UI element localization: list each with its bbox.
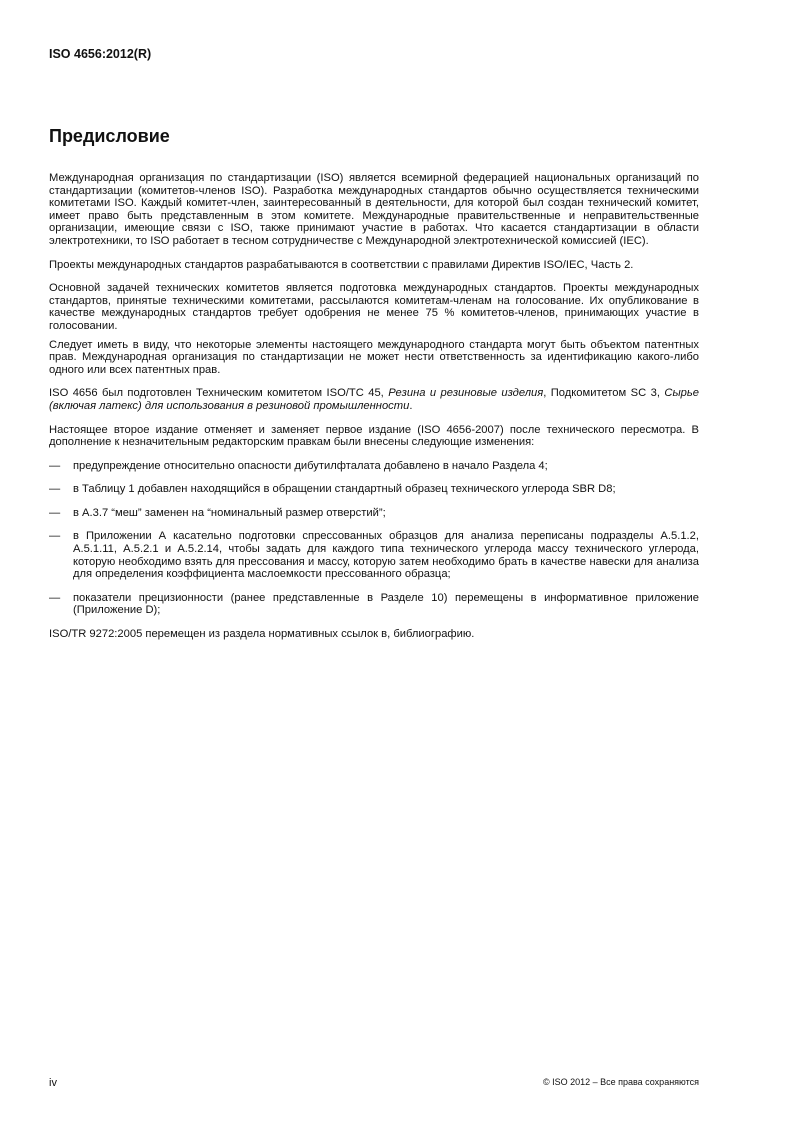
dash-bullet: — bbox=[49, 483, 61, 496]
foreword-body bbox=[49, 172, 699, 652]
prepared-by-text-3: . bbox=[409, 399, 413, 412]
list-item bbox=[49, 460, 699, 473]
paragraph-patents: Следует иметь в виду, что некоторые элементы настоящего международного стандарта могут быть объектом патентных прав. Международная организация по стандартизации не может нести ответственность за идентификацию какого-либо одного или всех патентных прав. bbox=[49, 338, 699, 376]
paragraph-directives: Проекты международных стандартов разрабатываются в соответствии с правилами Директив ISO/IEC, Часть 2. bbox=[49, 258, 634, 271]
list-item bbox=[49, 483, 699, 496]
dash-bullet: — bbox=[49, 591, 61, 604]
list-item-text: показатели прецизионности (ранее представленные в Разделе 10) перемещены в информативное приложение (Приложение D); bbox=[73, 591, 699, 617]
list-item-text: в А.3.7 “меш” заменен на “номинальный размер отверстий”; bbox=[73, 506, 386, 519]
paragraph-edition: Настоящее второе издание отменяет и заменяет первое издание (ISO 4656-2007) после технического пересмотра. В дополнение к незначительным редакторским правкам были внесены следующие изменения: bbox=[49, 423, 699, 449]
paragraph-iso-intro: Международная организация по стандартизации (ISO) является всемирной федерацией национальных организаций по стандартизации (комитетов-членов ISO). Разработка международных стандартов обычно осуществляется техническими комитетами ISO. Каждый комитет-член, заинтересованный в деятельности, для которой был создан технический комитет, имеет право быть представленным в этом комитете. Международные правительственные и неправительственные организации, имеющие связи с ISO, также принимают участие в работах. Что касается стандартизации в области электротехники, то ISO работает в тесном сотрудничестве с Международной электротехнической комиссией (IEC). bbox=[49, 172, 699, 247]
page-number: iv bbox=[49, 1077, 57, 1089]
paragraph-prepared-by bbox=[49, 387, 699, 412]
document-id: ISO 4656:2012(R) bbox=[49, 47, 152, 61]
list-item bbox=[49, 592, 699, 617]
dash-bullet: — bbox=[49, 459, 61, 472]
page-title: Предисловие bbox=[49, 126, 170, 146]
dash-bullet: — bbox=[49, 506, 61, 519]
list-item bbox=[49, 507, 699, 520]
prepared-by-text-2: , Подкомитетом SC 3, bbox=[543, 387, 665, 400]
prepared-by-text-1: ISO 4656 был подготовлен Техническим комитетом ISO/TC 45, bbox=[49, 387, 389, 400]
list-item-text: в Таблицу 1 добавлен находящийся в обращении стандартный образец технического углерода SBR D8; bbox=[73, 483, 616, 496]
paragraph-committees: Основной задачей технических комитетов является подготовка международных стандартов. Проекты международных стандартов, принятые техническими комитетами, рассылаются комитетам-членам на голосование. Их опубликование в качестве международных стандартов требует одобрения не менее 75 % комитетов-членов, принимающих участие в голосовании. bbox=[49, 282, 699, 332]
dash-bullet: — bbox=[49, 530, 61, 543]
copyright-notice: © ISO 2012 – Все права сохраняются bbox=[542, 1077, 699, 1087]
list-item-text: предупреждение относительно опасности дибутилфталата добавлено в начало Раздела 4; bbox=[73, 459, 548, 472]
list-item-text: в Приложении А касательно подготовки спрессованных образцов для анализа переписаны подразделы А.5.1.2, А.5.1.11, А.5.2.1 и А.5.2.14, чтобы задать для каждого типа технического углерода массу технического углерода, которую необходимо взять для прессования и массу, которую затем необходимо брать в качестве навески для анализа для определения коэффициента маслоемкости прессованного образца; bbox=[73, 530, 699, 581]
list-item bbox=[49, 530, 699, 580]
subcommittee-name: Сырье (включая латекс) для использования в резиновой промышленности bbox=[49, 387, 700, 412]
paragraph-closing: ISO/TR 9272:2005 перемещен из раздела нормативных ссылок в, библиографию. bbox=[49, 628, 475, 641]
committee-name: Резина и резиновые изделия bbox=[388, 387, 544, 400]
